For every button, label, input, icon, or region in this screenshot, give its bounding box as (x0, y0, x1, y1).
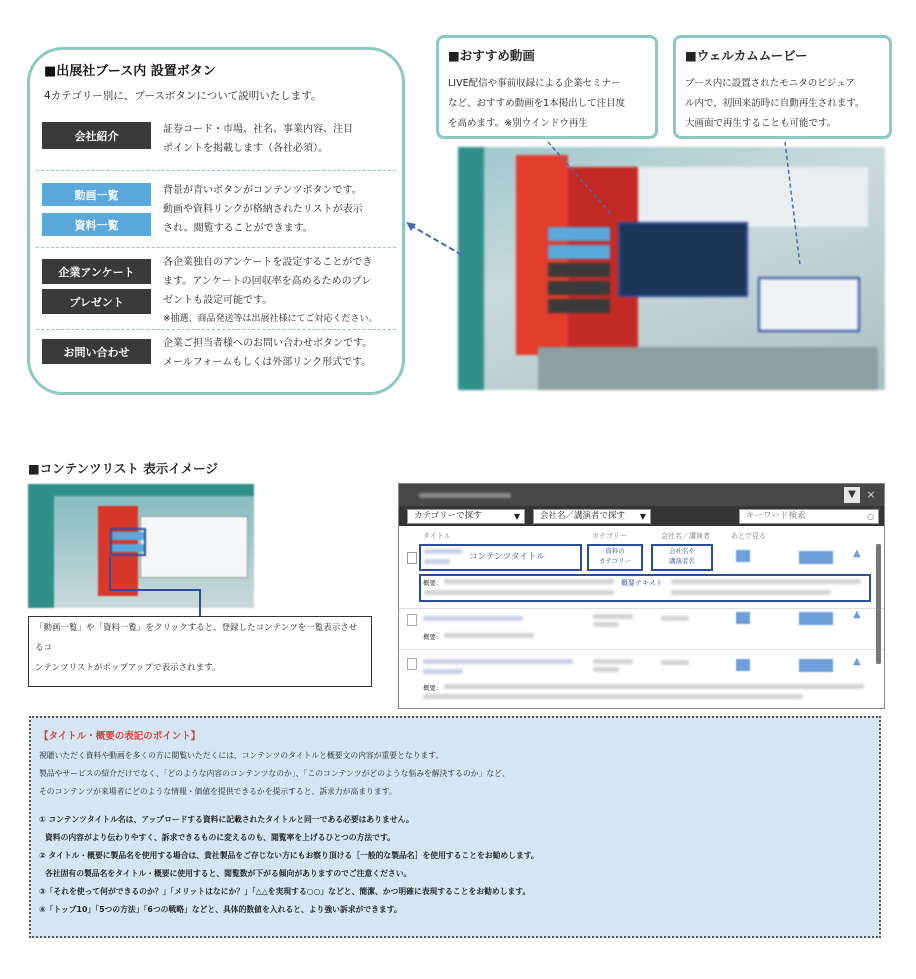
company-intro-desc (163, 120, 353, 158)
recommended-video-callout (436, 35, 658, 139)
chevron-down-icon: ▼ (513, 512, 520, 521)
row-divider (399, 608, 884, 609)
points-item: ② タイトル・概要に製品名を使用する場合は、貴社製品をご存じない方にもお察り頂ける［一般的な製品名］を使用することをお勧めします。 (39, 851, 539, 860)
company-intro-button[interactable]: 会社紹介 (42, 122, 151, 149)
booth-monitor-main (618, 222, 748, 297)
chevron-up-icon[interactable]: ▲ (853, 609, 861, 620)
contact-button[interactable]: お問い合わせ (42, 339, 151, 364)
blurred-text (661, 660, 689, 665)
desc-line: LIVE配信や事前収録による企業セミナー (448, 78, 621, 89)
desc-line: ポイントを掲載します（各社必須）。 (163, 143, 328, 154)
blurred-text (671, 579, 861, 584)
desc-line: 各企業独自のアンケートを設定することができ (163, 257, 373, 268)
blurred-text (444, 684, 864, 689)
welcome-movie-callout (673, 35, 892, 139)
summary-text: 概要テキスト (621, 579, 663, 587)
company-line: 講演者名 (669, 557, 695, 565)
blurred-text (423, 616, 523, 621)
thumb-popup (140, 516, 248, 578)
content-list-note (28, 616, 372, 687)
booth-thumbnail (28, 484, 254, 608)
note-line: ンテンツリストがポップアップで表示されます。 (35, 663, 221, 673)
booth-wall (638, 167, 868, 227)
category-cell (587, 546, 643, 566)
blurred-text (593, 667, 619, 672)
booth-buttons-subtitle: 4カテゴリー別に、ブースボタンについて説明いたします。 (44, 90, 322, 102)
booth-monitor-sub (758, 277, 860, 332)
survey-button[interactable]: 企業アンケート (42, 259, 151, 284)
thumb-highlight (110, 528, 146, 556)
content-list-title: ■コンテンツリスト 表示イメージ (28, 461, 218, 476)
booth-dark-button (548, 263, 610, 277)
booth-buttons-title: ■出展社ブース内 設置ボタン (44, 64, 216, 79)
category-select[interactable] (407, 509, 525, 524)
popup-header-text (419, 493, 511, 498)
summary-label: 概要: (423, 684, 439, 692)
open-button[interactable] (799, 659, 833, 672)
divider (36, 329, 396, 330)
booth-blue-button (548, 227, 610, 241)
col-category: カテゴリー (592, 532, 627, 540)
title-summary-points-box (29, 716, 881, 938)
note-line: 「動画一覧」や「資料一覧」をクリックすると、登録したコンテンツを一覧表示させるコ (35, 623, 358, 653)
desc-line: を高めます。※別ウインドウ再生 (448, 118, 588, 129)
booth-buttons-card (27, 47, 405, 395)
filter-icon[interactable]: ▼ (844, 487, 860, 503)
booth-dark-button (548, 281, 610, 295)
blurred-text (424, 549, 462, 554)
blurred-text (424, 590, 614, 595)
company-line: 会社名や (669, 547, 695, 555)
contact-desc (163, 334, 372, 372)
row-divider (399, 649, 884, 650)
watch-later-icon[interactable] (736, 550, 750, 562)
divider (36, 170, 396, 171)
category-line: 資料の (605, 547, 625, 555)
chevron-up-icon[interactable]: ▲ (853, 656, 861, 667)
recommended-video-desc (448, 74, 625, 134)
blurred-text (423, 669, 463, 674)
points-intro: 製品やサービスの紹介だけでなく、「どのような内容のコンテンツなのか」、「このコンテンツがどのような悩みを解決するのか」など、 (39, 769, 510, 778)
points-intro: そのコンテンツが来場者にどのような情報・価値を提供できるかを提示すると、訴求力が高まります。 (39, 787, 397, 796)
welcome-movie-title: ■ウェルカムムービー (685, 48, 808, 63)
arrowhead (406, 222, 416, 231)
desc-line: ゼントも設定可能です。 (163, 295, 273, 306)
present-button[interactable]: プレゼント (42, 289, 151, 314)
company-select[interactable] (533, 509, 651, 524)
open-button[interactable] (799, 612, 833, 625)
open-button[interactable] (799, 551, 833, 564)
content-title-label[interactable]: コンテンツタイトル (469, 552, 545, 562)
category-line: カテゴリー (598, 557, 632, 565)
chevron-down-icon: ▼ (639, 512, 646, 521)
document-list-button[interactable]: 資料一覧 (42, 213, 151, 236)
popup-scrollbar[interactable] (876, 544, 881, 664)
keyword-search-input[interactable] (739, 509, 879, 524)
col-company: 会社名／講演者 (661, 532, 710, 540)
blurred-text (424, 559, 450, 564)
thumb-topbar (28, 484, 254, 496)
thumb-sidebar (28, 496, 54, 608)
points-item: ④「トップ10」「5つの方法」「6つの戦略」などと、具体的数値を入れると、より強い訴求ができます。 (39, 905, 402, 914)
points-item: ① コンテンツタイトル名は、アップロードする資料に記載されたタイトルと同一である必要はありません。 (39, 815, 414, 824)
desc-line: ます。アンケートの回収率を高めるためのプレ (163, 276, 372, 287)
summary-label: 概要: (423, 633, 439, 641)
points-item: 各社固有の製品名をタイトル・概要に使用すると、閲覧数が下がる傾向がありますのでご注意ください。 (45, 869, 412, 878)
booth-blue-button (548, 245, 610, 259)
booth-screenshot (458, 147, 885, 390)
search-icon: ○ (867, 512, 874, 521)
blurred-text (593, 622, 619, 627)
category-select-label: カテゴリーで探す (414, 511, 482, 521)
blurred-text (444, 579, 614, 584)
content-buttons-desc (163, 181, 363, 238)
welcome-movie-desc (685, 74, 865, 134)
document-icon (407, 658, 417, 670)
arrow-to-content-buttons (410, 225, 462, 255)
desc-line: 証券コード・市場、社名、事業内容、注目 (163, 124, 353, 135)
blurred-text (593, 659, 633, 664)
points-intro: 視聴いただく資料や動画を多くの方に閲覧いただくには、コンテンツのタイトルと概要文の内容が重要となります。 (39, 751, 444, 760)
points-title: 【タイトル・概要の表記のポイント】 (39, 731, 201, 742)
desc-line: 企業ご担当者様へのお問い合わせボタンです。 (163, 338, 373, 349)
blurred-text (671, 590, 831, 595)
popup-header (399, 484, 884, 506)
recommended-video-title: ■おすすめ動画 (448, 48, 535, 63)
col-title: タイトル (423, 532, 451, 540)
content-list-popup (398, 483, 885, 709)
blurred-text (444, 633, 534, 638)
watch-later-icon[interactable] (736, 659, 750, 671)
desc-line: ル内で、初回来訪時に自動再生されます。 (685, 98, 865, 109)
desc-line: 大画面で再生することも可能です。 (685, 118, 837, 129)
points-item: 資料の内容がより伝わりやすく、訴求できるものに変えるのも、閲覧率を上げるひとつの方法です。 (45, 833, 395, 842)
divider (36, 247, 396, 248)
desc-line: され、閲覧することができます。 (163, 223, 313, 234)
video-list-button[interactable]: 動画一覧 (42, 183, 151, 206)
points-item: ③「それを使って何ができるのか？」「メリットはなにか？」「△△を実現する○○」などと、簡潔、かつ明確に表現することをお勧めします。 (39, 887, 531, 896)
blurred-text (593, 614, 633, 619)
watch-later-icon[interactable] (736, 612, 750, 624)
document-icon (407, 552, 417, 564)
chevron-up-icon[interactable]: ▲ (853, 548, 861, 559)
desc-line: 動画や資料リンクが格納されたリストが表示 (163, 204, 363, 215)
desc-note: ※抽選、商品発送等は出展社様にてご対応ください。 (163, 314, 378, 324)
blurred-text (423, 694, 803, 699)
blurred-text (423, 659, 573, 664)
summary-label: 概要: (423, 579, 439, 587)
col-later: あとで見る (731, 532, 766, 540)
document-icon (407, 614, 417, 626)
company-select-label: 会社名／講演者で探す (540, 511, 626, 521)
booth-floor (538, 347, 878, 390)
desc-line: 背景が青いボタンがコンテンツボタンです。 (163, 185, 362, 196)
close-icon[interactable]: × (866, 488, 876, 501)
survey-desc (163, 253, 378, 329)
keyword-search-placeholder: キーワード検索 (746, 511, 806, 521)
desc-line: ブース内に設置されたモニタのビジュア (685, 78, 856, 89)
company-cell (651, 546, 713, 566)
desc-line: メールフォームもしくは外部リンク形式です。 (163, 357, 372, 368)
booth-dark-button (548, 299, 610, 313)
booth-sidebar (458, 147, 484, 390)
desc-line: など、おすすめ動画を1本掲出して注目度 (448, 98, 626, 109)
blurred-text (661, 616, 689, 621)
